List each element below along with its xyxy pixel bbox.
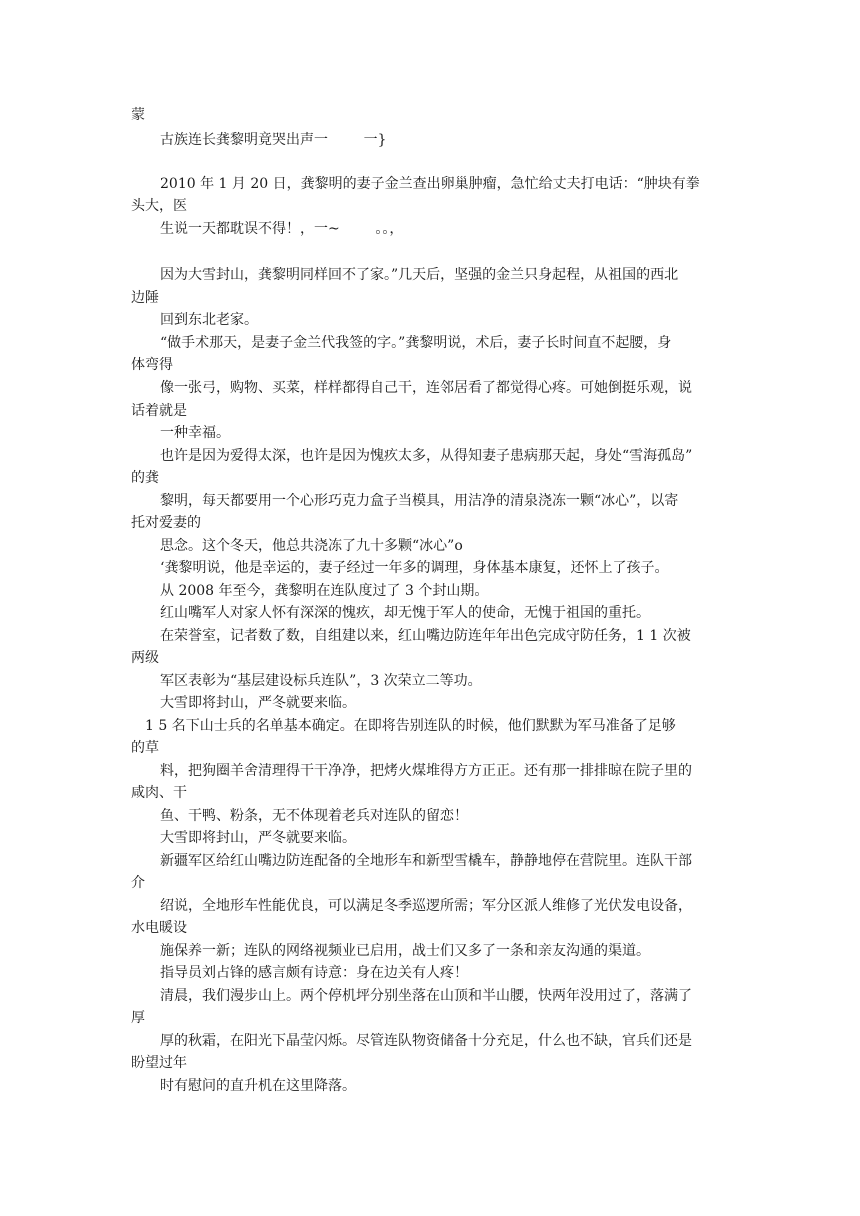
text-line: 像一张弓，购物、买菜，样样都得自己干，连邻居看了都觉得心疼。可她倒挺乐观，说: [160, 380, 692, 396]
text-line: 在荣誉室，记者数了数，自组建以来，红山嘴边防连年年出色完成守防任务，1 1 次被: [160, 628, 691, 644]
text-line: 时有慰问的直升机在这里降落。: [160, 1078, 356, 1094]
text-line: 军区表彰为“基层建设标兵连队”，3 次荣立二等功。: [160, 673, 482, 689]
text-line: 思念。这个冬天，他总共浇冻了九十多颗“冰心”o: [160, 538, 463, 554]
text-line: 也许是因为爱得太深，也许是因为愧疚太多，从得知妻子患病那天起，身处“雪海孤岛”: [160, 448, 693, 464]
text-line: 绍说，全地形车性能优良，可以满足冬季巡逻所需；军分区派人维修了光伏发电设备，: [160, 898, 692, 914]
text-line: 料，把狗圈羊舍清理得干干净净，把烤火煤堆得方方正正。还有那一排排晾在院子里的: [160, 763, 692, 779]
text-line: 介: [131, 875, 145, 891]
text-line: “做手术那天，是妻子金兰代我签的字。”龚黎明说，术后，妻子长时间直不起腰，身: [160, 335, 672, 351]
text-line: 指导员刘占锋的感言颇有诗意：身在边关有人疼！: [160, 965, 468, 981]
text-line: 话着就是: [131, 403, 187, 419]
text-line: 厚的秋霜，在阳光下晶莹闪烁。尽管连队物资储备十分充足，什么也不缺，官兵们还是: [160, 1033, 692, 1049]
text-line: 边陲: [131, 290, 159, 306]
text-line: 因为大雪封山，龚黎明同样回不了家。”几天后，坚强的金兰只身起程，从祖国的西北: [160, 267, 679, 283]
text-line: 水电暖设: [131, 920, 187, 936]
text-line: 托对爱妻的: [131, 515, 201, 531]
text-line: 头大，医: [131, 198, 187, 214]
text-line: 体弯得: [131, 357, 173, 373]
text-line: 红山嘴军人对家人怀有深深的愧疚，却无愧于军人的使命，无愧于祖国的重托。: [160, 605, 650, 621]
text-line: 咸肉、干: [131, 785, 187, 801]
text-line: 一种幸福。: [160, 425, 230, 441]
text-line: 的草: [131, 740, 159, 756]
text-line: 黎明，每天都要用一个心形巧克力盒子当模具，用洁净的清泉浇冻一颗“冰心”，以寄: [160, 493, 679, 509]
text-line: 大雪即将封山，严冬就要来临。: [160, 695, 356, 711]
text-line: 古族连长龚黎明竟哭出声一 一}: [160, 132, 387, 148]
text-line: 大雪即将封山，严冬就要来临。: [160, 830, 356, 846]
text-line: 施保养一新；连队的网络视频业已启用，战士们又多了一条和亲友沟通的渠道。: [160, 943, 650, 959]
text-line: 生说一天都耽误不得！，一~ 。。，: [160, 221, 404, 237]
text-line: 清晨，我们漫步山上。两个停机坪分别坐落在山顶和半山腰，快两年没用过了，落满了: [160, 988, 692, 1004]
text-line: ‘龚黎明说，他是幸运的，妻子经过一年多的调理，身体基本康复，还怀上了孩子。: [160, 560, 669, 576]
text-line: 2010 年 1 月 20 日，龚黎明的妻子金兰查出卵巢肿瘤，急忙给丈夫打电话：“肿块有拳: [160, 176, 700, 192]
text-line: 1 5 名下山士兵的名单基本确定。在即将告别连队的时候，他们默默为军马准备了足够: [145, 718, 676, 734]
text-line: 蒙: [131, 107, 145, 123]
text-line: 的龚: [131, 470, 159, 486]
text-line: 从 2008 年至今，龚黎明在连队度过了 3 个封山期。: [160, 583, 489, 599]
text-line: 厚: [131, 1010, 145, 1026]
text-line: 回到东北老家。: [160, 312, 258, 328]
text-line: 新疆军区给红山嘴边防连配备的全地形车和新型雪橇车，静静地停在营院里。连队干部: [160, 853, 692, 869]
text-line: 鱼、干鸭、粉条，无不体现着老兵对连队的留恋！: [160, 808, 468, 824]
text-line: 两级: [131, 650, 159, 666]
text-line: 盼望过年: [131, 1055, 187, 1071]
